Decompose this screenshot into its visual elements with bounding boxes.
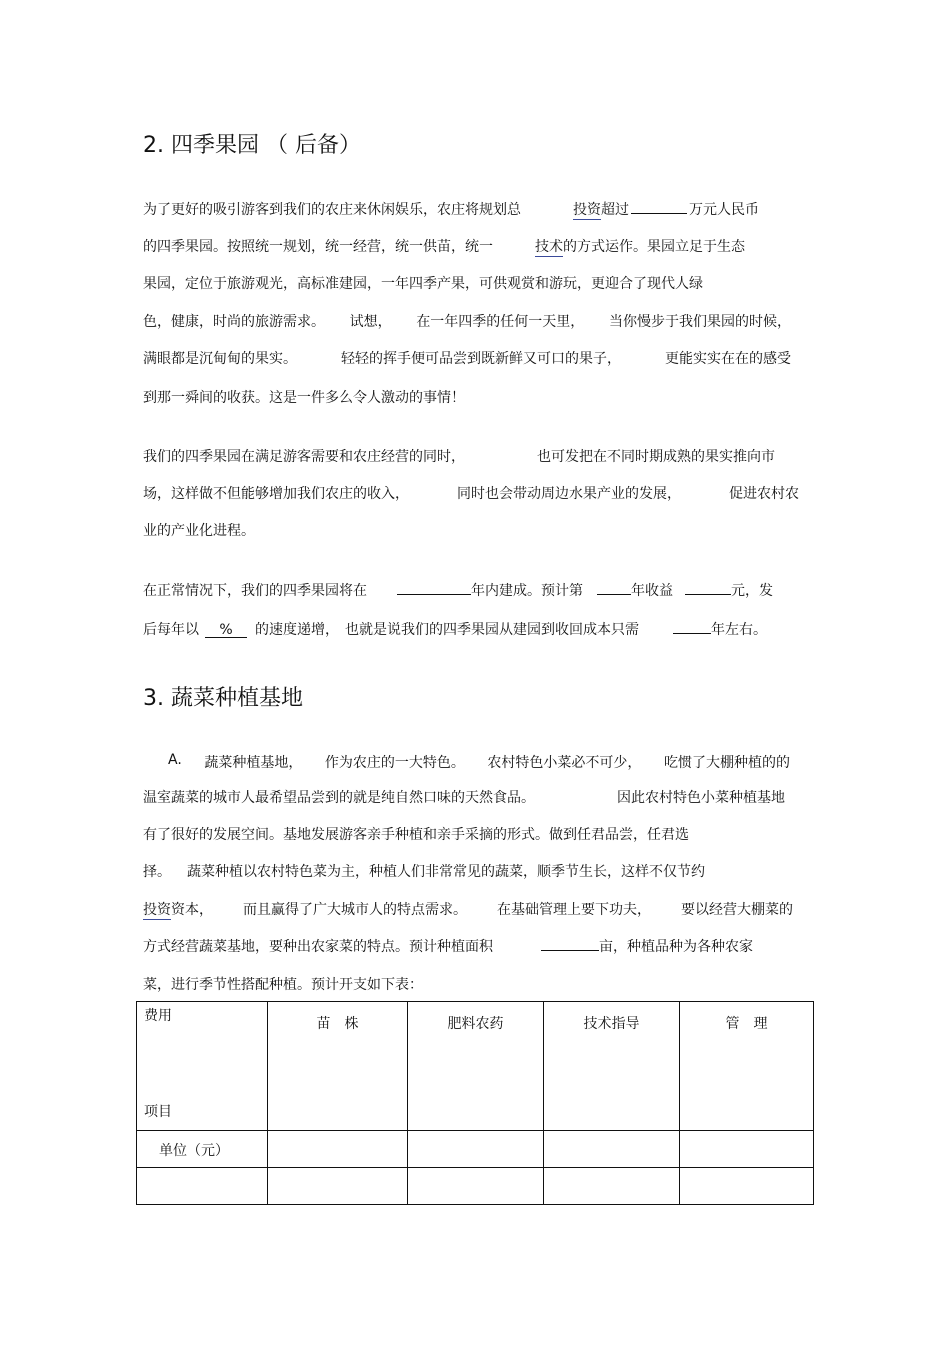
- income-blank: [685, 580, 731, 595]
- s2-p1-l2a: 的四季果园。按照统一规划，统一经营，统一供苗，统一: [143, 239, 493, 255]
- s2-p1-l5b: 轻轻的挥手便可品尝到既新鲜又可口的果子，: [341, 351, 621, 367]
- s2-p3-l2c: 也就是说我们的四季果园从建园到收回成本只需: [345, 622, 639, 638]
- s3-p1-line1: [168, 752, 790, 772]
- s3-p1-l6b: 亩，种植品种为各种农家: [599, 939, 753, 955]
- corner-cost-label: 费用: [144, 1008, 172, 1024]
- corner-item-label: 项目: [144, 1104, 172, 1120]
- s2-p3-l1d: 元，发: [731, 583, 773, 599]
- s2-p1-line4: [143, 311, 791, 331]
- s2-p2-l2b: 同时也会带动周边水果产业的发展，: [457, 486, 681, 502]
- s2-p3-l1a: 在正常情况下，我们的四季果园将在: [143, 583, 367, 599]
- header-seedlings: 苗 株: [268, 1002, 408, 1131]
- percent-sign: %: [219, 622, 233, 638]
- table-header-row: [137, 1002, 814, 1131]
- table-cell[interactable]: [408, 1131, 544, 1168]
- s3-p1-l2b: 因此农村特色小菜种植基地: [617, 790, 785, 806]
- s2-p1-line5: [143, 348, 791, 368]
- payback-years-blank: [673, 619, 711, 634]
- table-row: [137, 1168, 814, 1205]
- s3-p1-l4b: 蔬菜种植以农村特色菜为主，种植人们非常常见的蔬菜，顺季节生长，这样不仅节约: [187, 864, 705, 880]
- s2-p3-l1b: 年内建成。预计第: [471, 583, 583, 599]
- table-row: [137, 1131, 814, 1168]
- percent-blank: [205, 623, 247, 638]
- s2-p2-line1: [143, 446, 775, 466]
- table-cell[interactable]: [544, 1168, 680, 1205]
- technology-link[interactable]: 技术: [535, 239, 563, 255]
- s2-p1-l4b: 试想，: [349, 314, 392, 330]
- header-management: 管 理: [680, 1002, 814, 1131]
- section-2-title: 2. 四季果园 （ 后备）: [143, 133, 361, 158]
- s2-p1-l1c: 万元人民币: [689, 202, 759, 218]
- investment-link[interactable]: 投资: [573, 202, 601, 218]
- s2-p1-l1b: 超过: [601, 202, 629, 218]
- s3-p1-line7: 菜，进行季节性搭配种植。预计开支如下表：: [143, 977, 423, 993]
- s2-p3-line1: [143, 580, 773, 600]
- s2-p1-l5a: 满眼都是沉甸甸的果实。: [143, 351, 297, 367]
- section-3-title: 3. 蔬菜种植基地: [143, 686, 303, 711]
- s2-p2-line3: 业的产业化进程。: [143, 523, 255, 539]
- area-blank: [541, 936, 599, 951]
- year-number-blank: [597, 580, 631, 595]
- s2-p3-line2: [143, 619, 767, 639]
- s3-p1-l4a: 择。: [143, 864, 171, 880]
- s3-p1-l5c: 在基础管理上要下功夫，: [497, 902, 651, 918]
- s2-p3-l2a: 后每年以: [143, 622, 199, 638]
- s2-p1-line2: [143, 236, 745, 256]
- s3-p1-l1c: 作为农庄的一大特色。: [324, 755, 465, 771]
- s2-p1-l5c: 更能实实在在的感受: [665, 351, 791, 367]
- unit-label-cell: 单位（元）: [137, 1131, 268, 1168]
- s3-p1-line5: [143, 899, 793, 919]
- table-cell[interactable]: [680, 1131, 814, 1168]
- table-cell[interactable]: [680, 1168, 814, 1205]
- s2-p2-l2a: 场，这样做不但能够增加我们农庄的收入，: [143, 486, 409, 502]
- s3-p1-l1b: 蔬菜种植基地，: [204, 755, 303, 771]
- s3-p1-line6: [143, 936, 753, 956]
- s3-p1-line3: 有了很好的发展空间。基地发展游客亲手种植和亲手采摘的形式。做到任君品尝，任君选: [143, 827, 689, 843]
- s3-p1-line2: [143, 787, 785, 807]
- s3-p1-l2a: 温室蔬菜的城市人最希望品尝到的就是纯自然口味的天然食品。: [143, 790, 535, 806]
- investment-link-2[interactable]: 投资: [143, 902, 171, 918]
- table-cell[interactable]: [268, 1168, 408, 1205]
- years-blank: [397, 580, 471, 595]
- amount-blank: [631, 199, 687, 214]
- s2-p3-l2b: 的速度递增，: [255, 622, 339, 638]
- s2-p2-l1a: 我们的四季果园在满足游客需要和农庄经营的同时，: [143, 449, 465, 465]
- s2-p1-l4d: 当你慢步于我们果园的时候，: [608, 314, 791, 330]
- s3-p1-l6a: 方式经营蔬菜基地，要种出农家菜的特点。预计种植面积: [143, 939, 493, 955]
- s2-p3-l1c: 年收益: [631, 583, 673, 599]
- s2-p2-line2: [143, 483, 799, 503]
- header-fertilizer: 肥料农药: [408, 1002, 544, 1131]
- s3-p1-l1d: 农村特色小菜必不可少，: [487, 755, 642, 771]
- s3-p1-l5a: 资本，: [171, 902, 213, 918]
- table-cell[interactable]: [408, 1168, 544, 1205]
- s2-p1-line3: 果园，定位于旅游观光，高标准建园，一年四季产果，可供观赏和游玩，更迎合了现代人绿: [143, 276, 703, 292]
- s2-p1-l4c: 在一年四季的任何一天里，: [416, 314, 585, 330]
- s2-p2-l1b: 也可发把在不同时期成熟的果实推向市: [537, 449, 775, 465]
- table-corner-cell: [137, 1002, 268, 1131]
- cost-table: [136, 1001, 814, 1205]
- s3-p1-l1a: A.: [168, 752, 182, 768]
- s2-p1-l1a: 为了更好的吸引游客到我们的农庄来休闲娱乐，农庄将规划总: [143, 202, 521, 218]
- s3-p1-line4: [143, 861, 705, 881]
- s2-p1-line1: [143, 199, 759, 219]
- s2-p3-l2d: 年左右。: [711, 622, 767, 638]
- s2-p1-l2b: 的方式运作。果园立足于生态: [563, 239, 745, 255]
- s3-p1-l5d: 要以经营大棚菜的: [681, 902, 793, 918]
- s3-p1-l1e: 吃惯了大棚种植的的: [663, 755, 790, 771]
- s2-p1-l4a: 色，健康，时尚的旅游需求。: [143, 314, 325, 330]
- s2-p2-l2c: 促进农村农: [729, 486, 799, 502]
- table-cell[interactable]: [137, 1168, 268, 1205]
- table-cell[interactable]: [268, 1131, 408, 1168]
- s2-p1-line6: 到那一舜间的收获。这是一件多么令人激动的事情！: [143, 390, 465, 406]
- header-tech-guidance: 技术指导: [544, 1002, 680, 1131]
- table-cell[interactable]: [544, 1131, 680, 1168]
- s3-p1-l5b: 而且赢得了广大城市人的特点需求。: [243, 902, 467, 918]
